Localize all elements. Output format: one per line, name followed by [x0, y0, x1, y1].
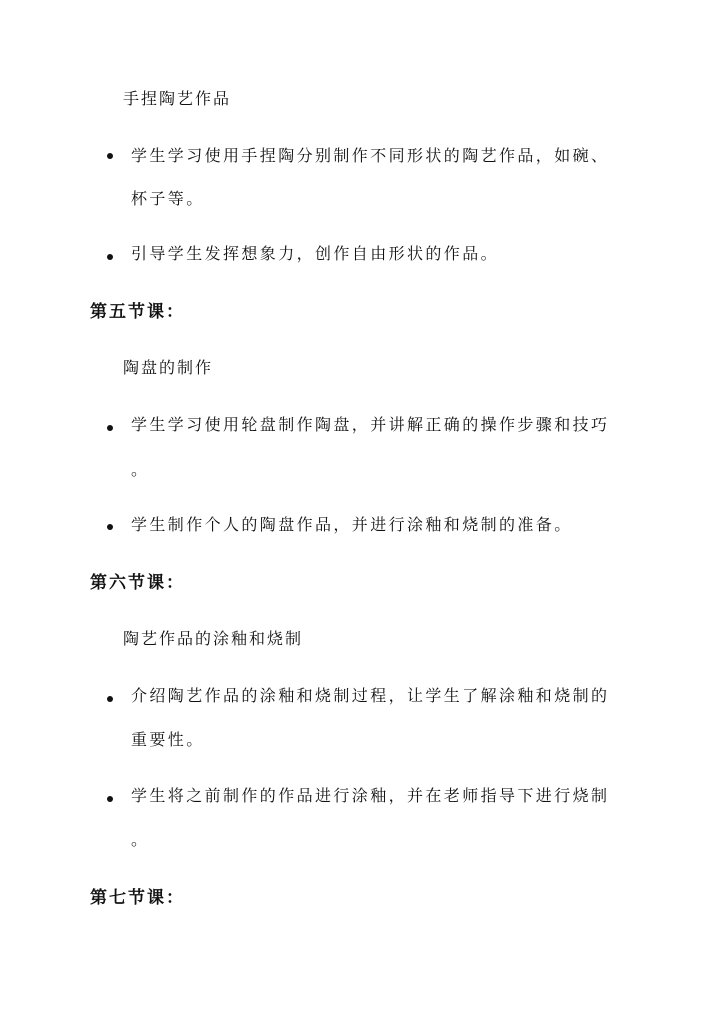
bullet-icon: [107, 524, 113, 530]
list-item-line: 学生学习使用轮盘制作陶盘，并讲解正确的操作步骤和技巧: [131, 415, 610, 434]
bullet-icon: [107, 796, 113, 802]
list-item-line: 学生制作个人的陶盘作品，并进行涂釉和烧制的准备。: [131, 515, 573, 534]
bullet-icon: [107, 425, 113, 431]
section-subtitle: 陶艺作品的涂釉和烧制: [123, 629, 304, 648]
list-item-line: 。: [131, 830, 150, 849]
list-item-line: 介绍陶艺作品的涂釉和烧制过程，让学生了解涂釉和烧制的: [131, 686, 610, 705]
bullet-icon: [107, 153, 113, 159]
bullet-icon: [107, 696, 113, 702]
section-subtitle: 陶盘的制作: [123, 358, 214, 377]
bullet-icon: [107, 254, 113, 260]
list-item-line: 学生学习使用手捏陶分别制作不同形状的陶艺作品，如碗、: [131, 146, 610, 165]
section-subtitle: 手捏陶艺作品: [123, 89, 232, 108]
list-item-line: 学生将之前制作的作品进行涂釉，并在老师指导下进行烧制: [131, 786, 610, 805]
lesson-heading: 第六节课：: [90, 573, 185, 593]
list-item-line: 杯子等。: [131, 189, 205, 208]
lesson-heading: 第五节课：: [90, 302, 185, 322]
list-item-line: 。: [131, 460, 150, 479]
lesson-heading: 第七节课：: [90, 888, 185, 908]
list-item-line: 引导学生发挥想象力，创作自由形状的作品。: [131, 244, 500, 263]
list-item-line: 重要性。: [131, 730, 205, 749]
